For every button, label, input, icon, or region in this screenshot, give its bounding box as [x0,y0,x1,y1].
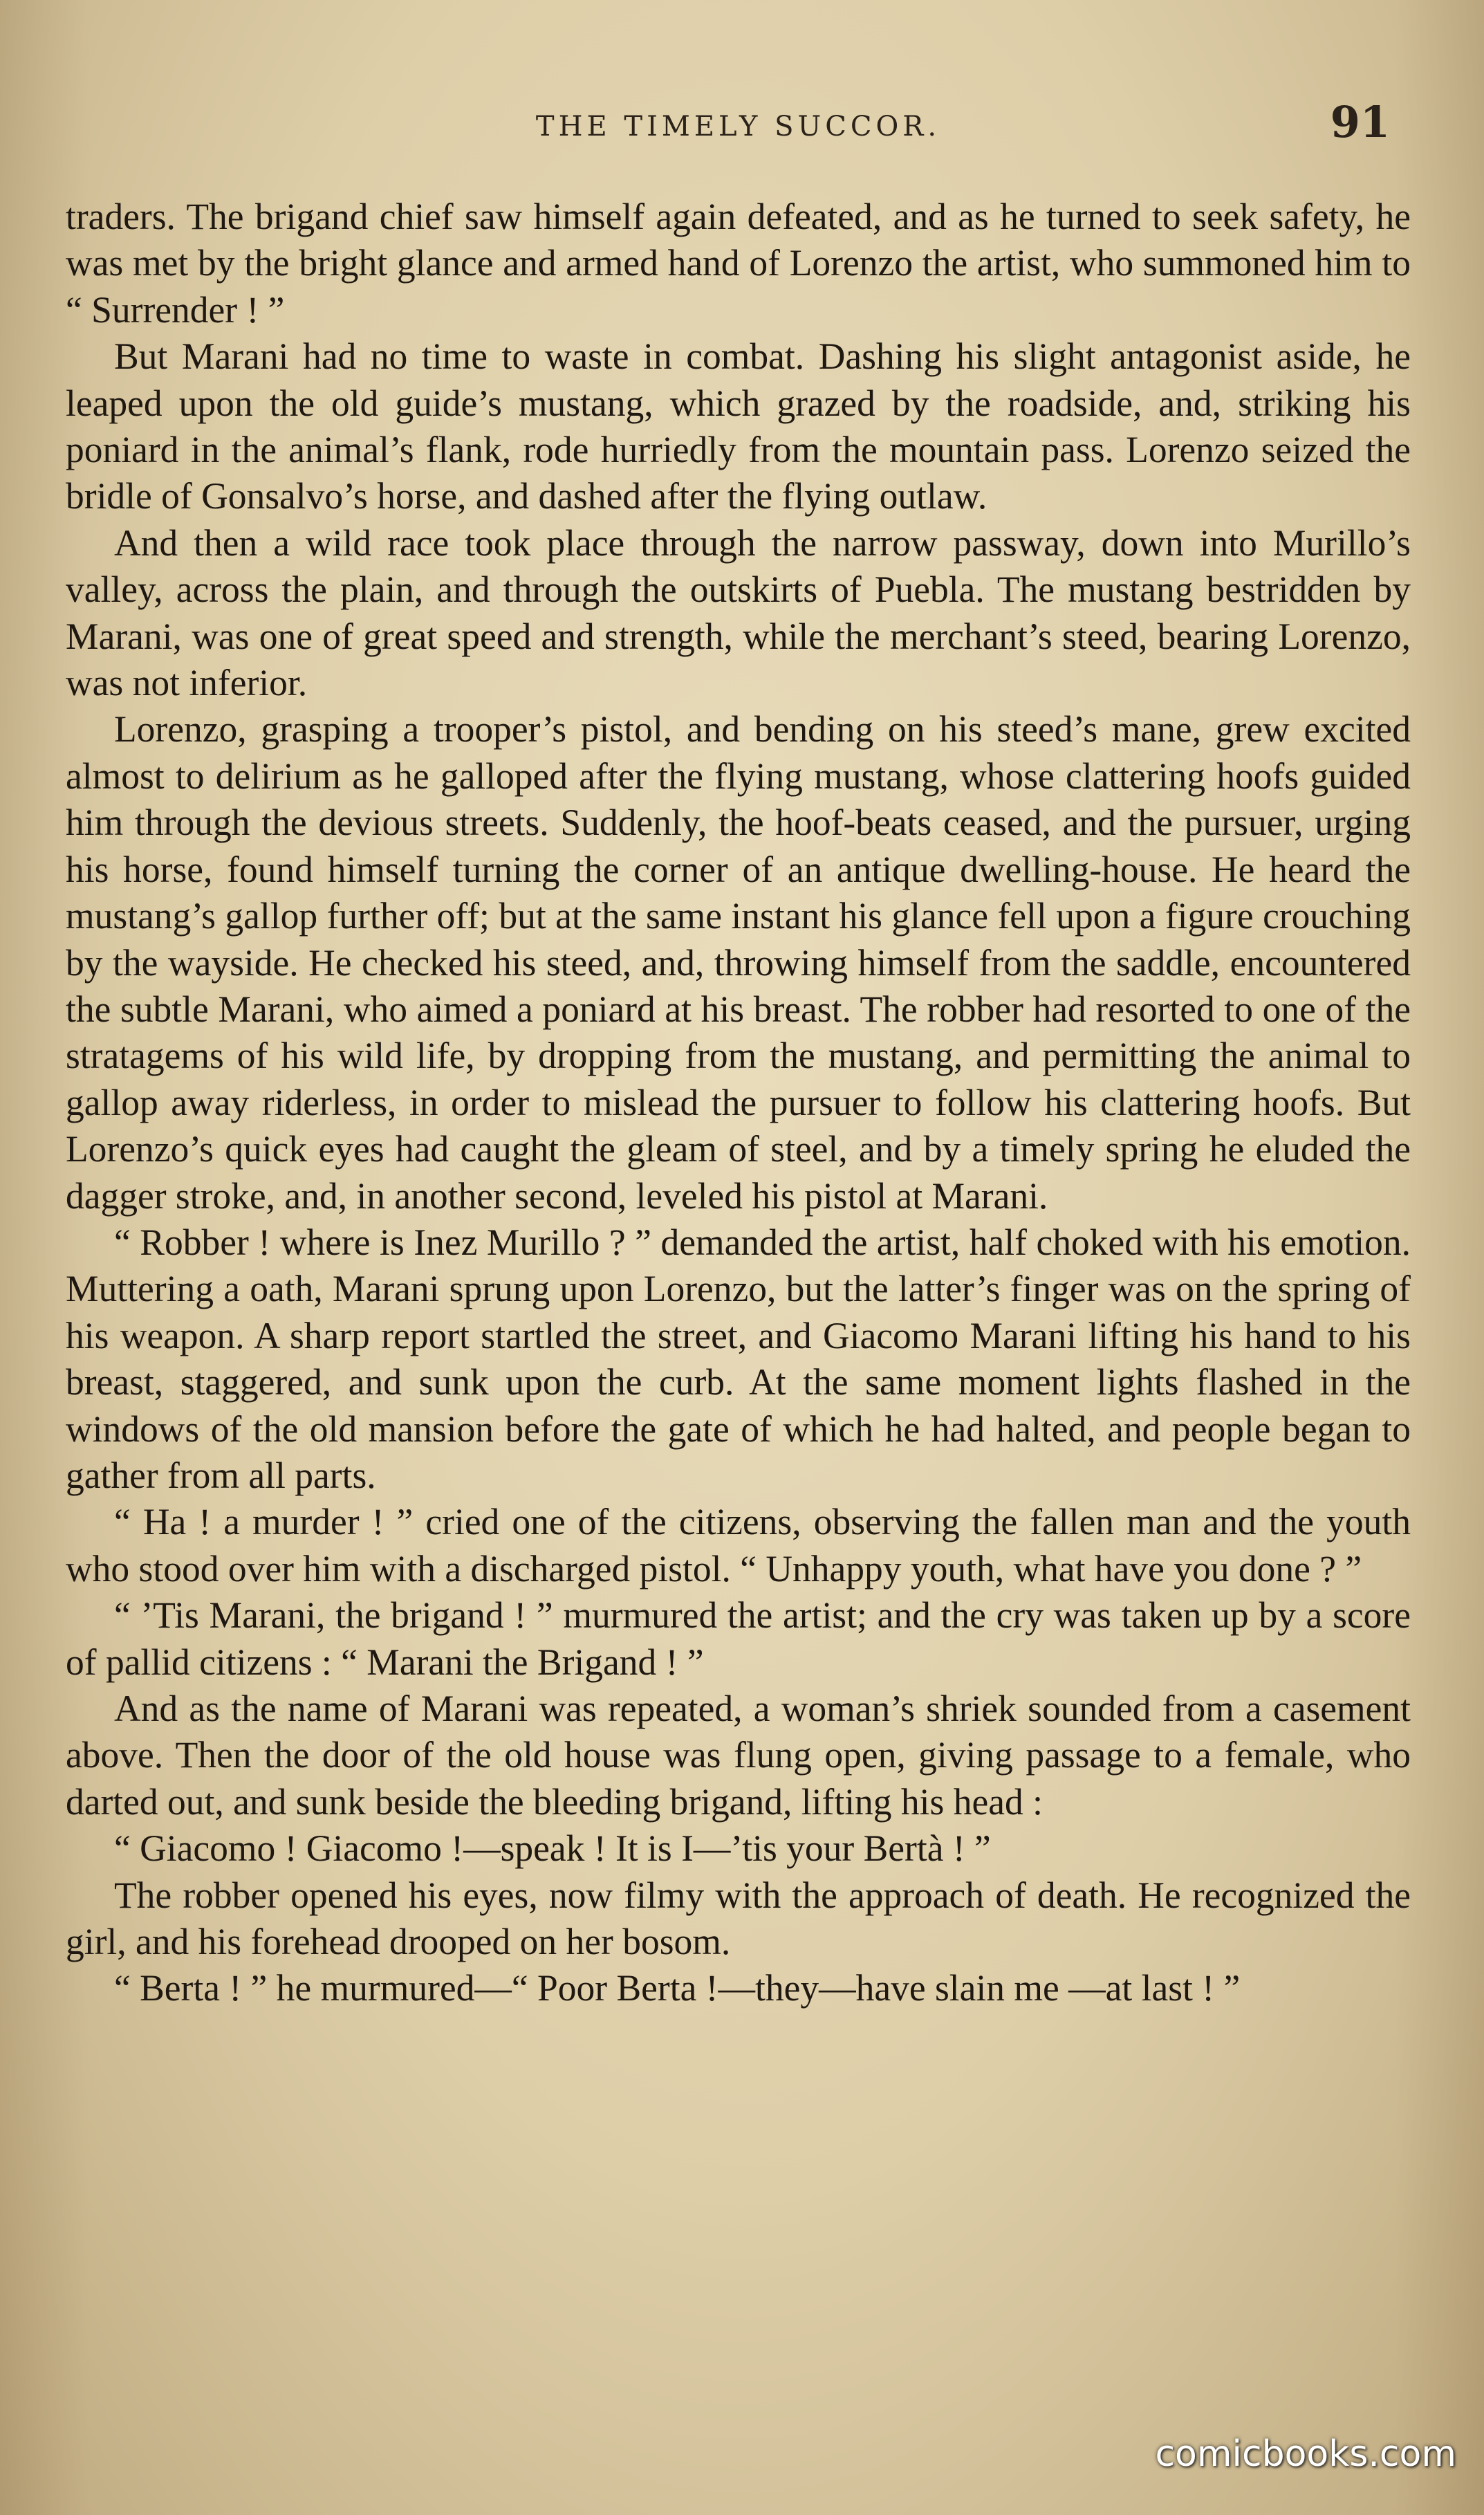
paragraph-10: The robber opened his eyes, now filmy with the approach of death. He recognized the girl, and his forehead drooped on her bosom. [66,1874,1411,1963]
paragraph-11: “ Berta ! ” he murmured—“ Poor Berta !—they—have slain me —at last ! ” [114,1967,1241,2009]
paragraph-5: “ Robber ! where is Inez Murillo ? ” demanded the artist, half choked with his emotion. Muttering a oath, Marani sprung upon Lorenzo, but the latter’s finger was on the spring of his weapon. A sharp report startled the street, and Giacomo Marani lifting his hand to his breast, staggered, and sunk upon the curb. At the same moment lights flashed in the windows of the old mansion before the gate of which he had halted, and people began to gather from all parts. [66,1221,1411,1496]
paragraph-9: “ Giacomo ! Giacomo !—speak ! It is I—’tis your Bertà ! ” [114,1827,991,1870]
paragraph-8: And as the name of Marani was repeated, a woman’s shriek sounded from a casement above. Then the door of the old house was flung open, giving passage to a female, who darted out, and sunk beside the bleeding brigand, lifting his head : [66,1688,1411,1823]
paragraph-7: “ ’Tis Marani, the brigand ! ” murmured the artist; and the cry was taken up by a score of pallid citizens : “ Marani the Brigand ! ” [66,1594,1411,1683]
paragraph-2: But Marani had no time to waste in combat. Dashing his slight antagonist aside, he leaped upon the old guide’s mustang, which grazed by the roadside, and, striking his poniard in the animal’s flank, rode hurriedly from the mountain pass. Lorenzo seized the bridle of Gonsalvo’s horse, and dashed after the flying outlaw. [66,335,1411,517]
paragraph-6: “ Ha ! a murder ! ” cried one of the citizens, observing the fallen man and the youth who stood over him with a discharged pistol. “ Unhappy youth, what have you done ? ” [66,1501,1411,1590]
running-title: THE TIMELY SUCCOR. [535,111,941,142]
paragraph-1: traders. The brigand chief saw himself again defeated, and as he turned to seek safety, he was met by the bright glance and armed hand of Lorenzo the artist, who summoned him to “ Surrender ! ” [66,196,1411,331]
book-page [66,97,1411,2476]
body-text [66,194,1411,2012]
paragraph-4: Lorenzo, grasping a trooper’s pistol, and bending on his steed’s mane, grew excited almost to delirium as he galloped after the flying mustang, whose clattering hoofs guided him through the devious streets. Suddenly, the hoof-beats ceased, and the pursuer, urging his horse, found himself turning the corner of an antique dwelling-house. He heard the mustang’s gallop further off; but at the same instant his glance fell upon a figure crouching by the wayside. He checked his steed, and, throwing himself from the saddle, encountered the subtle Marani, who aimed a poniard at his breast. The robber had resorted to one of the stratagems of his wild life, by dropping from the mustang, and permitting the animal to gallop away riderless, in order to mislead the pursuer to follow his clattering hoofs. But Lorenzo’s quick eyes had caught the gleam of steel, and by a timely spring he eluded the dagger stroke, and, in another second, leveled his pistol at Marani. [66,708,1411,1217]
page-header [66,97,1411,159]
page-number: 91 [1330,97,1390,147]
watermark: comicbooks.com [1155,2433,1456,2475]
paragraph-3: And then a wild race took place through the narrow passway, down into Murillo’s valley, across the plain, and through the outskirts of Puebla. The mustang bestridden by Marani, was one of great speed and strength, while the merchant’s steed, bearing Lorenzo, was not inferior. [66,522,1411,704]
